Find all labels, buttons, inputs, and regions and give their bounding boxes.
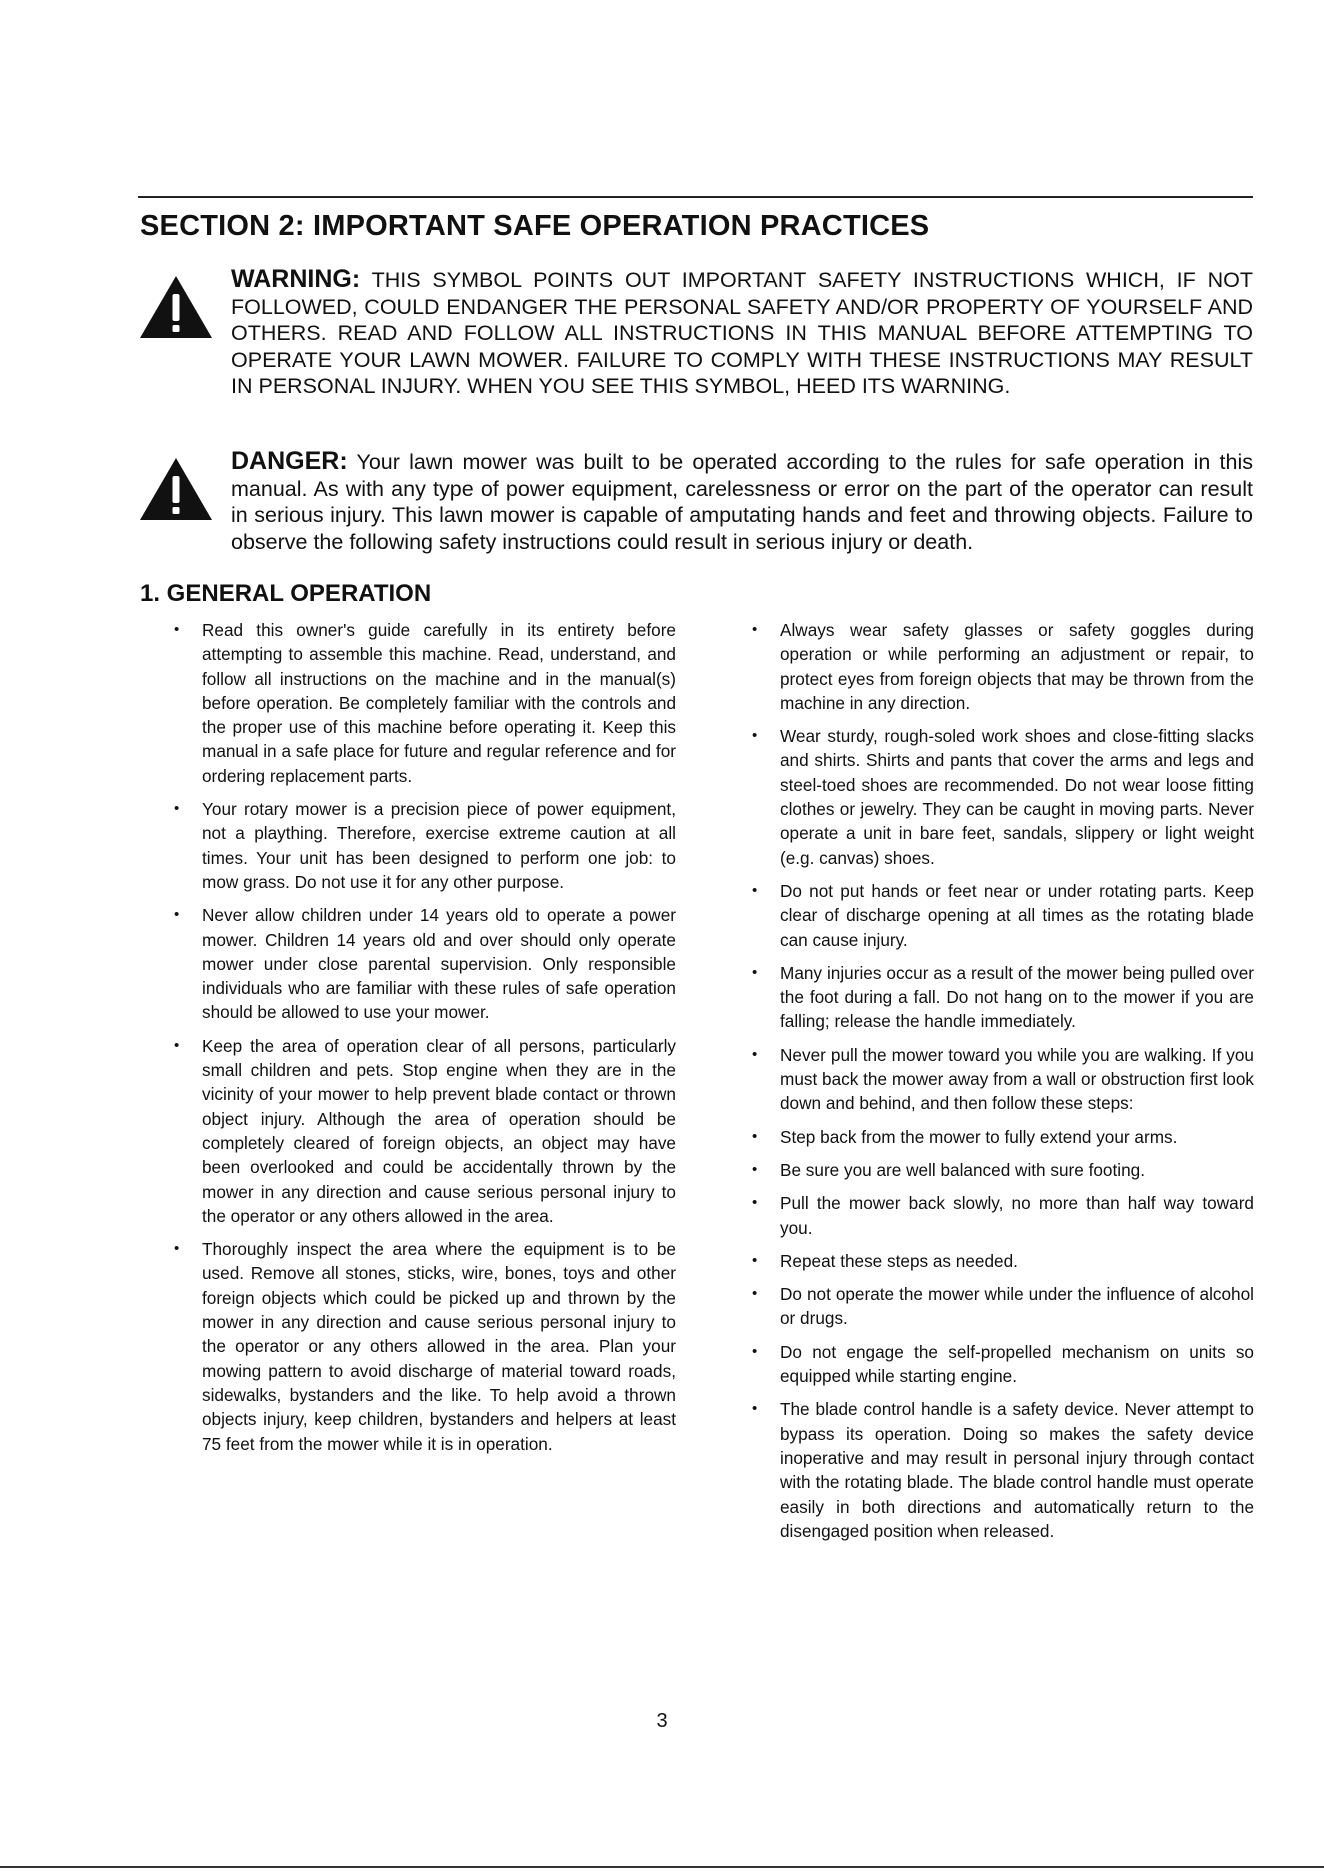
bullet-icon: • [174, 1240, 180, 1258]
list-item [748, 618, 1254, 715]
list-item [170, 903, 676, 1024]
bullet-icon: • [752, 1160, 758, 1178]
list-item [170, 797, 676, 894]
list-item-text: Keep the area of operation clear of all persons, particularly small children and pets. Stop engine when they are in the vicinity of your mower to help prevent blade contact or thrown object injury. Although the area of operation should be completely cleared of foreign objects, an object may have been overlooked and could be accidentally thrown by the mower in any direction and cause serious personal injury to the operator or any others allowed in the area. [202, 1035, 676, 1226]
list-item [748, 1282, 1254, 1331]
list-item [748, 1397, 1254, 1543]
list-item [748, 1125, 1254, 1149]
warning-text [231, 266, 1253, 400]
list-item-text: Many injuries occur as a result of the mower being pulled over the foot during a fall. Do not hang on to the mower if you are falling; release the handle immediately. [780, 962, 1254, 1032]
warning-body: THIS SYMBOL POINTS OUT IMPORTANT SAFETY INSTRUCTIONS WHICH, IF NOT FOLLOWED, COULD ENDANGER THE PERSONAL SAFETY AND/OR PROPERTY OF YOURSELF AND OTHERS. READ AND FOLLOW ALL INSTRUCTIONS IN THIS MANUAL BEFORE ATTEMPTING TO OPERATE YOUR LAWN MOWER. FAILURE TO COMPLY WITH THESE INSTRUCTIONS MAY RESULT IN PERSONAL INJURY. WHEN YOU SEE THIS SYMBOL, HEED ITS WARNING. [231, 268, 1253, 398]
bullet-icon: • [752, 621, 758, 638]
top-rule [138, 196, 1253, 198]
list-item [748, 724, 1254, 870]
bullet-icon: • [752, 1127, 758, 1145]
section-title: SECTION 2: IMPORTANT SAFE OPERATION PRACTICES [140, 210, 930, 242]
danger-label: DANGER: [231, 447, 348, 475]
list-item [748, 1191, 1254, 1240]
list-item [170, 1034, 676, 1228]
list-item-text: Repeat these steps as needed. [780, 1250, 1018, 1271]
list-item-text: Never pull the mower toward you while you are walking. If you must back the mower away from a wall or obstruction first look down and behind, and then follow these steps: [780, 1044, 1254, 1114]
page-number: 3 [656, 1710, 668, 1732]
list-item [170, 1237, 676, 1456]
bullet-icon: • [174, 1036, 180, 1054]
danger-text [231, 448, 1253, 555]
warning-block [138, 266, 1253, 400]
bullet-icon: • [752, 727, 758, 745]
bullet-icon: • [174, 800, 180, 818]
right-column-list [748, 618, 1254, 1552]
list-item [748, 1249, 1254, 1273]
danger-block [138, 448, 1253, 555]
bullet-icon: • [174, 906, 180, 924]
list-item-text: Do not engage the self-propelled mechanism on units so equipped while starting engine. [780, 1341, 1254, 1387]
bottom-rule [0, 1866, 1324, 1868]
bullet-icon: • [752, 1285, 758, 1303]
bullet-icon: • [752, 1400, 758, 1418]
general-operation-heading: 1. GENERAL OPERATION [140, 580, 432, 607]
list-item-text: Your rotary mower is a precision piece of power equipment, not a plaything. Therefore, exercise extreme caution at all times. Your unit has been designed to perform one job: to mow grass. Do not use it for any other purpose. [202, 799, 676, 892]
bullet-icon: • [752, 881, 758, 899]
list-item [748, 1043, 1254, 1116]
bullet-icon: • [752, 1194, 758, 1212]
left-column-list [170, 618, 676, 1465]
list-item [748, 1158, 1254, 1182]
list-item-text: Do not put hands or feet near or under rotating parts. Keep clear of discharge opening at all times as the rotating blade can cause injury. [780, 880, 1254, 950]
list-item [748, 879, 1254, 952]
list-item-text: Pull the mower back slowly, no more than half way toward you. [780, 1193, 1254, 1238]
warning-triangle-icon [138, 274, 214, 340]
list-item-text: Always wear safety glasses or safety goggles during operation or while performing an adjustment or repair, to protect eyes from foreign objects that may be thrown from the machine in any direction. [780, 620, 1254, 713]
danger-body: Your lawn mower was built to be operated according to the rules for safe operation in this manual. As with any type of power equipment, carelessness or error on the part of the operator can result in serious injury. This lawn mower is capable of amputating hands and feet and throwing objects. Failure to observe the following safety instructions could result in serious injury or death. [231, 450, 1254, 554]
list-item-text: Do not operate the mower while under the influence of alcohol or drugs. [780, 1284, 1254, 1329]
list-item [748, 1340, 1254, 1389]
list-item-text: Never allow children under 14 years old to operate a power mower. Children 14 years old and over should only operate mower under close parental supervision. Only responsible individuals who are familiar with these rules of safe operation should be allowed to use your mower. [202, 905, 676, 1023]
list-item-text: Be sure you are well balanced with sure footing. [780, 1159, 1145, 1180]
warning-label: WARNING: [231, 265, 361, 293]
bullet-icon: • [752, 963, 758, 981]
list-item-text: Wear sturdy, rough-soled work shoes and close-fitting slacks and shirts. Shirts and pants that cover the arms and legs and steel-toed shoes are recommended. Do not wear loose fitting clothes or jewelry. They can be caught in moving parts. Never operate a unit in bare feet, sandals, slippery or light weight (e.g. canvas) shoes. [780, 726, 1254, 868]
list-item-text: Step back from the mower to fully extend your arms. [780, 1126, 1178, 1147]
list-item [748, 961, 1254, 1034]
list-item [170, 618, 676, 788]
list-item-text: Read this owner's guide carefully in its entirety before attempting to assemble this machine. Read, understand, and follow all instructions on the machine and in the manual(s) before operation. Be completely familiar with the controls and the proper use of this machine before operating it. Keep this manual in a safe place for future and regular reference and for ordering replacement parts. [202, 620, 676, 786]
bullet-icon: • [174, 621, 180, 638]
bullet-icon: • [752, 1251, 758, 1269]
list-item-text: Thoroughly inspect the area where the equipment is to be used. Remove all stones, sticks, wire, bones, toys and other foreign objects which could be picked up and thrown by the mower in any direction and cause serious personal injury to the operator or any others allowed in the area. Plan your mowing pattern to avoid discharge of material toward roads, sidewalks, bystanders and the like. To help avoid a thrown objects injury, keep children, bystanders and helpers at least 75 feet from the mower while it is in operation. [202, 1239, 676, 1454]
list-item-text: The blade control handle is a safety device. Never attempt to bypass its operation. Doing so makes the safety device inoperative and may result in personal injury through contact with the rotating blade. The blade control handle must operate easily in both directions and automatically return to the disengaged position when released. [780, 1399, 1254, 1541]
bullet-icon: • [752, 1342, 758, 1360]
bullet-icon: • [752, 1045, 758, 1063]
danger-triangle-icon [138, 456, 214, 522]
